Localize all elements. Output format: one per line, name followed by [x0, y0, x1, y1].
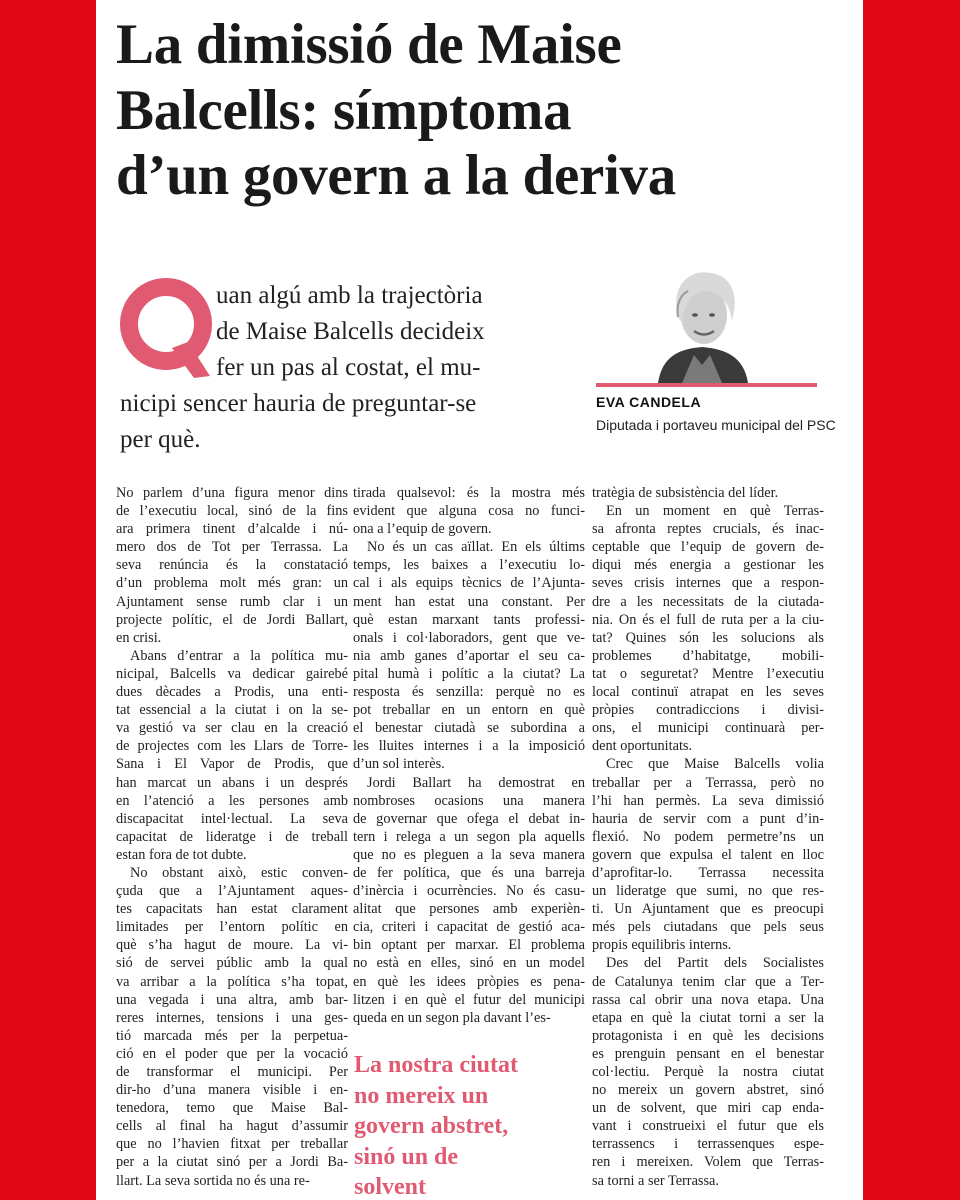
article-line: que no es pleguen a la seva manera: [353, 846, 585, 863]
article-line: el benestar ciutadà se subordina a: [353, 720, 585, 737]
article-line: una vegada i una altra, amb bar-: [116, 991, 348, 1008]
article-line: cells al final ha hagut d’assumir: [116, 1118, 348, 1135]
headline-line: d’un govern a la deriva: [116, 144, 676, 208]
article-line: onals i col·laboradors, gent que ve-: [353, 629, 585, 646]
article-paragraph: [353, 538, 585, 773]
article-line: estan fora de tot dubte.: [116, 846, 247, 863]
article-line: un lideratge que sumi, no que res-: [592, 883, 824, 900]
article-line: l’hi han permès. La seva dimissió: [592, 792, 824, 809]
pull-quote-line: La nostra ciutat: [354, 1052, 518, 1078]
article-line: çuda que a l’Ajuntament aques-: [116, 883, 348, 900]
headline-line: Balcells: símptoma: [116, 78, 572, 142]
author-name: EVA CANDELA: [596, 394, 702, 410]
article-line: de transformar el municipi. Per: [116, 1064, 348, 1080]
article-line: tern i relega a un segon pla aquells: [353, 828, 585, 845]
article-line: dent oportunitats.: [592, 738, 693, 755]
article-line: nia amb ganes d’aportar el seu ca-: [353, 647, 585, 664]
pull-quote: [354, 1050, 584, 1200]
article-column-1: [116, 484, 348, 1190]
article-line: Jordi Ballart ha demostrat en: [367, 774, 585, 791]
article-paragraph: [592, 502, 824, 755]
article-line: No és un cas aïllat. En els últims: [367, 539, 585, 556]
article-line: nia. On és el full de ruta per a la ciu-: [592, 611, 824, 628]
article-paragraph: [116, 647, 348, 864]
article-line: queda en un segon pla davant l’es-: [353, 1009, 551, 1026]
article-line: es prenguin pensant en el benestar: [592, 1045, 824, 1062]
article-paragraph: [353, 484, 585, 538]
article-line: evident que alguna cosa no funci-: [353, 503, 585, 520]
article-line: alitat que persones amb experièn-: [353, 901, 585, 918]
article-line: d’un sol interès.: [353, 756, 445, 773]
article-line: tratègia de subsistència del líder.: [592, 485, 779, 501]
article-line: ceptable que l’equip de govern de-: [592, 539, 824, 556]
article-line: en crisi.: [116, 629, 162, 646]
article-line: sa torni a ser Terrassa.: [592, 1172, 719, 1189]
author-photo: [648, 265, 756, 383]
article-line: reres internes, tensions i una ges-: [116, 1009, 348, 1026]
article-paragraph: [116, 484, 348, 647]
article-line: local continuï atrapat en les seves: [592, 684, 824, 701]
article-column-2: [353, 484, 585, 1027]
pull-quote-line: govern abstret,: [354, 1113, 509, 1139]
intro-line: per què.: [120, 426, 201, 453]
article-line: bin optant per marxar. El problema: [353, 937, 585, 954]
article-line: Crec que Maise Balcells volia: [606, 756, 824, 773]
article-line: tes capacitats han estat clarament: [116, 901, 348, 918]
article-line: terrassencs i terrassenques espe-: [592, 1136, 824, 1153]
pull-quote-line: sinó un de: [354, 1143, 459, 1170]
article-paragraph: [116, 864, 348, 1190]
article-line: seves crisis internes que a respon-: [592, 575, 824, 592]
article-line: Sana i El Vapor de Prodis, que: [116, 756, 348, 773]
article-line: de l’executiu local, sinó de la fins: [116, 503, 348, 520]
article-line: limitades per l’entorn polític en: [116, 919, 348, 936]
article-line: protagonista i en què les decisions: [592, 1027, 824, 1044]
article-line: Des del Partit dels Socialistes: [606, 955, 824, 972]
article-line: pital humà i polític a la ciutat? La: [353, 665, 585, 682]
article-line: tat? Quines són les solucions als: [592, 629, 824, 646]
article-line: propis equilibris interns.: [592, 937, 732, 954]
article-line: llart. La seva sortida no és una re-: [116, 1172, 310, 1189]
article-line: més pels ciutadans que pels seus: [592, 919, 824, 936]
article-line: cal i als equips tècnics de l’Ajunta-: [353, 575, 585, 592]
article-line: mero dos de Tot per Terrassa. La: [116, 539, 348, 556]
article-line: col·lectiu. Perquè la nostra ciutat: [592, 1064, 824, 1080]
article-line: un de solvent, que miri cap enda-: [592, 1100, 824, 1117]
article-line: rassa cal obrir una nova etapa. Una: [592, 991, 824, 1008]
article-line: cia, criteri i capacitat de gestió aca-: [353, 919, 585, 936]
article-line: temps, les baixes a l’executiu lo-: [353, 557, 585, 574]
article-line: En un moment en què Terras-: [606, 503, 824, 520]
intro-line: fer un pas al costat, el mu-: [216, 354, 481, 381]
author-role: Diputada i portaveu municipal del PSC: [596, 417, 836, 433]
article-line: en què les idees pròpies es pena-: [353, 973, 585, 990]
article-line: problemes d’habitatge, mobili-: [592, 647, 824, 664]
article-line: No parlem d’una figura menor dins: [116, 485, 348, 501]
pull-quote-line: solvent: [354, 1174, 426, 1200]
article-line: tirada qualsevol: és la mostra més: [353, 485, 585, 501]
article-line: què estan marxant tants professi-: [353, 611, 585, 628]
article-line: diqui més energia a gestionar les: [592, 557, 824, 574]
article-line: sió de servei públic amb la qual: [116, 955, 348, 972]
article-line: que no l’havien fitxat per treballar: [116, 1136, 348, 1153]
pull-quote-line: no mereix un: [354, 1082, 489, 1109]
article-line: de projectes com les Llars de Torre-: [116, 738, 348, 755]
article-line: ren i mereixen. Volem que Terras-: [592, 1154, 824, 1171]
article-paragraph: [592, 755, 824, 954]
dropcap-q: [120, 278, 214, 378]
article-line: ons, el municipi continuarà per-: [592, 720, 824, 737]
article-line: de Catalunya tenim clar que a Ter-: [592, 973, 824, 990]
article-paragraph: [592, 484, 824, 502]
article-line: pròpies contradiccions i divisi-: [592, 702, 824, 719]
article-line: seva renúncia és la constatació: [116, 557, 348, 574]
article-line: No obstant això, estic conven-: [130, 864, 348, 881]
intro-paragraph: [120, 278, 590, 458]
article-line: va gestió va ser clau en la creació: [116, 720, 348, 737]
article-line: ara primera tinent d’alcalde i nú-: [116, 521, 348, 538]
article-line: Abans d’entrar a la política mu-: [130, 647, 348, 664]
article-line: etapa en què la ciutat torni a ser la: [592, 1009, 824, 1026]
article-line: flexió. No podem permetre’ns un: [592, 828, 824, 845]
article-line: govern que expulsa el talent en lloc: [592, 846, 824, 863]
intro-line: nicipi sencer hauria de preguntar-se: [120, 390, 477, 417]
article-line: dues dècades a Prodis, una enti-: [116, 684, 348, 701]
article-line: va arribar a la política s’ha topat,: [116, 973, 348, 990]
article-line: en l’atenció a les persones amb: [116, 792, 348, 809]
article-line: hauria de servir com a punt d’in-: [592, 810, 824, 827]
article-line: les lluites internes i a la imposició: [353, 738, 585, 755]
article-line: tió marcada més per la perpetua-: [116, 1027, 348, 1044]
headline: [116, 12, 836, 209]
article-line: no mereix un govern abstret, sinó: [592, 1082, 824, 1099]
article-line: capacitat de lideratge i de treball: [116, 828, 348, 845]
headline-line: La dimissió de Maise: [116, 13, 622, 76]
article-line: projecte polític, el de Jordi Ballart,: [116, 611, 348, 628]
article-paragraph: [592, 954, 824, 1189]
article-line: què s’ha hagut de moure. La vi-: [116, 937, 348, 954]
article-line: per a la ciutat sinó per a Jordi Ba-: [116, 1154, 348, 1171]
article-line: de fer política, que és una barreja: [353, 864, 585, 881]
article-line: d’un problema molt més gran: un: [116, 575, 348, 592]
article-line: vant i construeixi el futur que els: [592, 1118, 824, 1135]
article-line: treballar per a Terrassa, però no: [592, 774, 824, 791]
article-line: dir-ho d’una manera visible i en-: [116, 1082, 348, 1099]
article-line: no està en elles, sinó en un model: [353, 955, 585, 972]
article-line: tat essencial a la ciutat i on la se-: [116, 702, 348, 719]
article-line: pot treballar en un entorn en què: [353, 702, 585, 719]
article-line: resposta és senzilla: perquè no es: [353, 684, 585, 701]
article-line: d’inèrcia i ocurrències. No és casu-: [353, 883, 585, 900]
article-line: ona a l’equip de govern.: [353, 521, 492, 538]
article-column-3: [592, 484, 824, 1190]
intro-line: de Maise Balcells decideix: [216, 318, 485, 345]
article-line: d’aprofitar-lo. Terrassa necessita: [592, 864, 824, 881]
article-line: litzen i en què el futur del municipi: [353, 991, 585, 1008]
article-line: dre a les necessitats de la ciutada-: [592, 593, 824, 610]
article-line: sa afronta reptes crucials, és inac-: [592, 521, 824, 538]
article-line: discapacitat intel·lectual. La seva: [116, 810, 348, 827]
article-line: Ajuntament sense rumb clar i un: [116, 593, 348, 610]
newspaper-page: [96, 0, 863, 1200]
article-line: ti. Un Ajuntament que es preocupi: [592, 901, 824, 918]
author-rule: [596, 383, 817, 387]
article-line: nombroses ocasions una manera: [353, 792, 585, 809]
article-line: tenedora, temo que Maise Bal-: [116, 1100, 348, 1117]
intro-line: uan algú amb la trajectòria: [216, 282, 483, 309]
article-line: tat o seguretat? Mentre l’executiu: [592, 665, 824, 682]
article-paragraph: [353, 774, 585, 1027]
article-line: ment han estat una constant. Per: [353, 593, 585, 610]
article-line: han marcat un abans i un després: [116, 774, 348, 791]
article-line: ció en el poder que per la vocació: [116, 1045, 348, 1062]
article-line: nicipal, Balcells va dedicar gairebé: [116, 665, 348, 682]
article-line: de governar que ofega el debat in-: [353, 810, 585, 827]
